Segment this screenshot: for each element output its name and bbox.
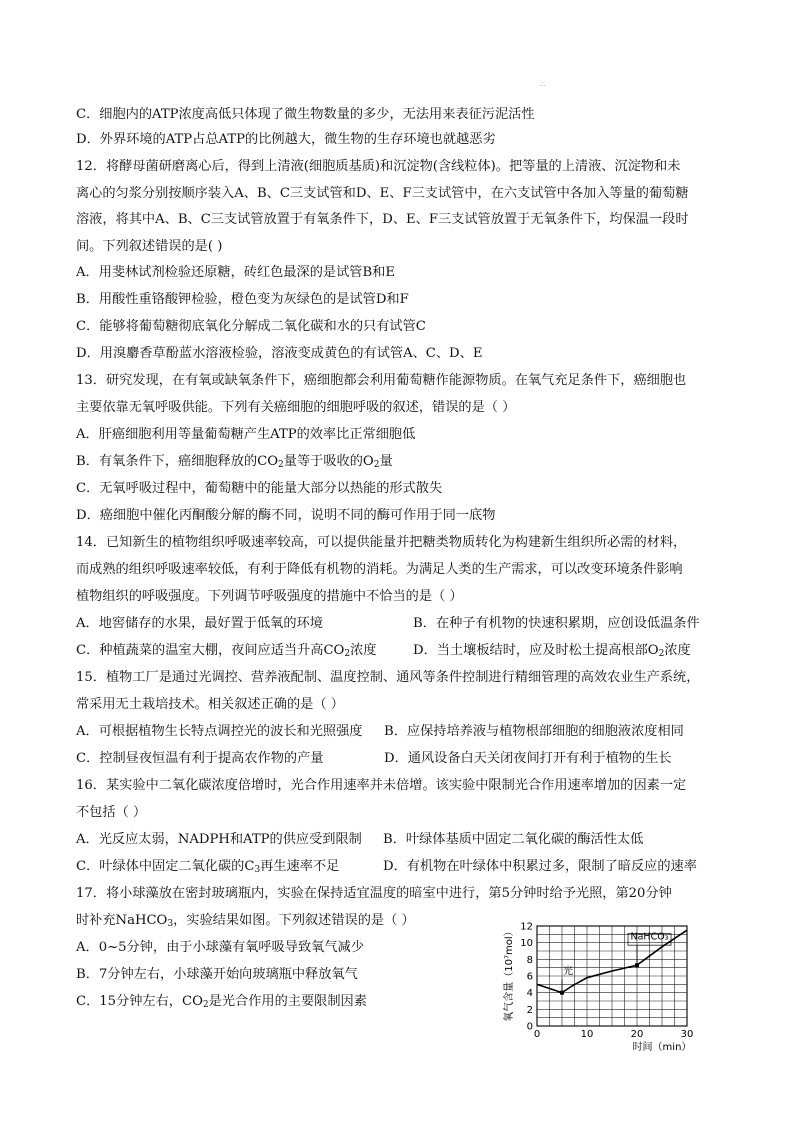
- q14-option-d: D．当土壤板结时，应及时松土提高根部$O_2$浓度: [413, 643, 691, 659]
- q16-option-d: D．有机物在叶绿体中积累过多，限制了暗反应的速率: [383, 859, 697, 874]
- page-mark: ∴: [540, 80, 546, 89]
- chart-xlabel: 时间（min）: [632, 1042, 692, 1053]
- data-point: [560, 991, 564, 995]
- y-tick-label: 12: [520, 921, 533, 933]
- q12-option-a: A．用斐林试剂检验还原糖，砖红色最深的是试管B和E: [76, 265, 395, 280]
- q16-stem-line1: 16．某实验中二氧化碳浓度倍增时，光合作用速率并未倍增。该实验中限制光合作用速率增加的因素一定: [76, 778, 687, 793]
- q12-option-d: D．用溴麝香草酚蓝水溶液检验，溶液变成黄色的有试管A、C、D、E: [76, 346, 483, 361]
- data-point: [635, 963, 639, 967]
- q14-option-c: C．种植蔬菜的温室大棚，夜间应适当升高$CO_2$浓度: [76, 643, 377, 659]
- q12-option-c: C．能够将葡萄糖彻底氧化分解成二氧化碳和水的只有试管C: [76, 319, 426, 334]
- x-tick-label: 10: [580, 1029, 594, 1040]
- x-tick-label: 20: [630, 1029, 644, 1040]
- annotation-light: 光: [563, 966, 573, 978]
- q14-stem-line2: 而成熟的组织呼吸速率较低，有利于降低有机物的消耗。为满足人类的生产需求，可以改变环境条件影响: [76, 562, 683, 577]
- q15-stem-line2: 常采用无土栽培技术。相关叙述正确的是（ ）: [76, 697, 344, 712]
- chart-ylabel: 氧气含量（10⁷mol）: [504, 926, 515, 1022]
- q14-option-b: B．在种子有机物的快速积累期，应创设低温条件: [413, 616, 700, 631]
- x-tick-label: 30: [680, 1029, 694, 1040]
- q15-option-d: D．通风设备白天关闭夜间打开有利于植物的生长: [384, 751, 672, 766]
- y-tick-label: 8: [526, 954, 533, 966]
- q13-stem-line2: 主要依靠无氧呼吸供能。下列有关癌细胞的细胞呼吸的叙述，错误的是（ ）: [76, 400, 516, 415]
- q15-option-c: C．控制昼夜恒温有利于提高农作物的产量: [76, 751, 324, 766]
- oxygen-chart: [500, 912, 710, 1057]
- q17-stem-line1: 17．将小球藻放在密封玻璃瓶内，实验在保持适宜温度的暗室中进行，第5分钟时给予光照，第20分钟: [76, 886, 672, 901]
- q13-option-d: D．癌细胞中催化丙酮酸分解的酶不同，说明不同的酶可作用于同一底物: [76, 508, 496, 523]
- q13-option-c: C．无氧呼吸过程中，葡萄糖中的能量大部分以热能的形式散失: [76, 481, 443, 496]
- q15-stem-line1: 15．植物工厂是通过光调控、营养液配制、温度控制、通风等条件控制进行精细管理的高效农业生产系统，: [76, 670, 700, 685]
- q12-option-b: B．用酸性重铬酸钾检验，橙色变为灰绿色的是试管D和F: [76, 292, 409, 307]
- q16-option-a: A．光反应太弱，NADPH和ATP的供应受到限制: [76, 832, 362, 847]
- q17-option-a: A．0~5分钟，由于小球藻有氧呼吸导致氧气减少: [76, 940, 364, 955]
- q12-stem-line1: 12．将酵母菌研磨离心后，得到上清液(细胞质基质)和沉淀物(含线粒体)。把等量的上清液、沉淀物和未: [76, 159, 681, 174]
- y-tick-label: 10: [520, 938, 533, 950]
- q13-option-a: A．肝癌细胞利用等量葡萄糖产生ATP的效率比正常细胞低: [76, 427, 416, 442]
- q14-stem-line1: 14．已知新生的植物组织呼吸速率较高，可以提供能量并把糖类物质转化为构建新生组织所必需的材料，: [76, 535, 687, 550]
- q13-stem-line1: 13．研究发现，在有氧或缺氧条件下，癌细胞都会利用葡萄糖作能源物质。在氧气充足条件下，癌细胞也: [76, 373, 687, 388]
- annotation-nahco3: NaHCO₃: [630, 931, 669, 943]
- y-tick-label: 4: [526, 988, 533, 1000]
- q12-stem-line2: 离心的匀浆分别按顺序装入A、B、C三支试管和D、E、F三支试管中，在六支试管中各加入等量的葡萄糖: [76, 186, 689, 201]
- q15-option-b: B．应保持培养液与植物根部细胞的细胞液浓度相同: [384, 724, 684, 739]
- q13-option-b: B．有氧条件下，癌细胞释放的$CO_2$量等于吸收的$O_2$量: [76, 454, 393, 470]
- q16-option-c: C．叶绿体中固定二氧化碳的$C_3$再生速率不足: [76, 859, 340, 875]
- q17-stem-line2: 时补充NaHCO$_3$，实验结果如图。下列叙述错误的是（ ）: [76, 913, 415, 929]
- q17-option-c: C．15分钟左右，$CO_2$是光合作用的主要限制因素: [76, 994, 367, 1010]
- x-tick-label: 0: [533, 1029, 541, 1040]
- q12-stem-line4: 间。下列叙述错误的是( ): [76, 239, 223, 254]
- q12-stem-line3: 溶液，将其中A、B、C三支试管放置于有氧条件下，D、E、F三支试管放置于无氧条件下，均保温一段时: [76, 212, 689, 227]
- y-tick-label: 0: [526, 1021, 533, 1033]
- q17-option-b: B．7分钟左右，小球藻开始向玻璃瓶中释放氧气: [76, 967, 358, 982]
- q11-option-d: D．外界环境的ATP占总ATP的比例越大，微生物的生存环境也就越恶劣: [76, 132, 496, 147]
- q14-stem-line3: 植物组织的呼吸强度。下列调节呼吸强度的措施中不恰当的是（ ）: [76, 589, 463, 604]
- q11-option-c: C．细胞内的ATP浓度高低只体现了微生物数量的多少，无法用来表征污泥活性: [76, 107, 535, 122]
- q15-option-a: A．可根据植物生长特点调控光的波长和光照强度: [76, 724, 363, 739]
- q16-stem-line2: 不包括（ ）: [76, 805, 147, 820]
- y-tick-label: 6: [526, 971, 533, 983]
- q14-option-a: A．地窖储存的水果，最好置于低氧的环境: [76, 616, 323, 631]
- q16-option-b: B．叶绿体基质中固定二氧化碳的酶活性太低: [383, 832, 644, 847]
- y-tick-label: 2: [526, 1004, 533, 1016]
